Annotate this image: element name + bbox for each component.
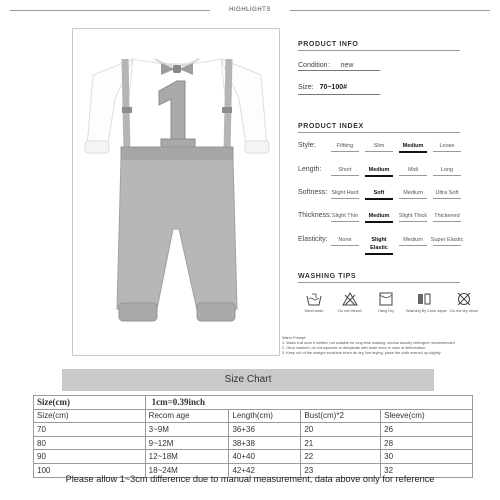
index-option: Long: [430, 166, 464, 176]
table-row: [34, 450, 473, 464]
warm-prompt-title: Warm Prompt:: [282, 336, 307, 340]
index-option-selected: Medium: [362, 212, 396, 223]
baby-outfit-image: [73, 29, 281, 357]
product-photo: [72, 28, 280, 356]
condition-underline: [298, 70, 380, 71]
table-cell: 30: [381, 450, 473, 464]
size-table: [33, 395, 473, 478]
table-title-row: [34, 396, 473, 410]
table-cell: 21: [301, 436, 381, 450]
warm-prompt: [282, 336, 492, 356]
index-option: Fiftting: [328, 142, 362, 152]
table-cell: 40+40: [229, 450, 301, 464]
index-row-length: [298, 166, 488, 178]
washing-icons: [296, 292, 486, 322]
table-title: Size(cm): [34, 396, 146, 410]
table-cell: 12~18M: [145, 450, 229, 464]
index-label: Length:: [298, 166, 322, 173]
product-info-rule: [298, 50, 460, 51]
size-value: 70~100#: [319, 84, 348, 91]
table-cell: 100: [34, 463, 146, 477]
index-row-style: [298, 142, 488, 154]
unit-note: 1cm=0.39inch: [145, 396, 472, 410]
wash-item: [368, 292, 404, 313]
no-dry-clean-icon: [456, 292, 472, 306]
table-cell: 26: [381, 423, 473, 437]
index-label: Style:: [298, 142, 316, 149]
table-cell: 90: [34, 450, 146, 464]
table-row: [34, 436, 473, 450]
warm-prompt-line: 1. Wash it at once if wetted, not suitable for long time soaking, neutral laundry detergent recommended: [282, 341, 455, 345]
washing-tips-rule: [298, 282, 460, 283]
index-label: Elasticity:: [298, 236, 328, 243]
size-line: [298, 84, 347, 91]
highlights-title: HIGHLIGHTS: [210, 4, 290, 16]
index-label: Thickness:: [298, 212, 332, 219]
measurement-disclaimer: Please allow 1~3cm difference due to manual measurement, data above only for reference: [65, 474, 435, 484]
product-index-rule: [298, 132, 460, 133]
wash-item: [332, 292, 368, 313]
index-option: Thickened: [430, 212, 464, 222]
table-cell: 36+36: [229, 423, 301, 437]
product-info-heading: PRODUCT INFO: [298, 41, 359, 48]
table-header-row: [34, 409, 473, 423]
index-option: Short: [328, 166, 362, 176]
table-cell: 32: [381, 463, 473, 477]
table-cell: 38+38: [229, 436, 301, 450]
washing-tips-heading: WASHING TIPS: [298, 273, 357, 280]
index-option: Super Elastic: [430, 236, 464, 246]
condition-value: new: [340, 62, 354, 69]
column-header: Sleeve(cm): [381, 409, 473, 423]
index-option: Loose: [430, 142, 464, 152]
index-option: Slim: [362, 142, 396, 152]
wash-caption: Hang Dry: [377, 309, 395, 313]
warm-prompt-line: 3. Keep out of the straight sunshine when air dry, line drying, place the cloth evened up slightly: [282, 351, 441, 355]
table-cell: 18~24M: [145, 463, 229, 477]
table-cell: 22: [301, 450, 381, 464]
table-cell: 42+42: [229, 463, 301, 477]
wash-caption: Do not dry clean: [450, 309, 478, 313]
column-header: Bust(cm)*2: [301, 409, 381, 423]
table-row: [34, 423, 473, 437]
index-option: Slight Thick: [396, 212, 430, 222]
condition-line: [298, 60, 353, 70]
index-row-softness: [298, 189, 488, 201]
product-index-heading: PRODUCT INDEX: [298, 123, 364, 130]
column-header: Length(cm): [229, 409, 301, 423]
hand-wash-icon: [306, 292, 322, 306]
index-label: Softness:: [298, 189, 328, 196]
condition-label: Condition：: [298, 62, 335, 69]
index-option: Ultra Soft: [430, 189, 464, 199]
wash-caption: Hand wash: [304, 309, 324, 313]
table-cell: 28: [381, 436, 473, 450]
size-label: Size:: [298, 84, 314, 91]
index-option-selected: Medium: [396, 142, 430, 153]
wash-item: [296, 292, 332, 313]
index-option: Medium: [396, 189, 430, 199]
wash-item: [446, 292, 482, 313]
wash-item: [406, 292, 447, 313]
warm-prompt-line: 2. Once washed, do not squeeze or dehydrate with brute force in case of deformation: [282, 346, 426, 350]
index-row-thickness: [298, 212, 488, 224]
size-underline: [298, 94, 380, 95]
index-option-selected: Soft: [362, 189, 396, 200]
table-cell: 9~12M: [145, 436, 229, 450]
index-row-elasticity: [298, 236, 488, 251]
index-option: Slight Thin: [328, 212, 362, 222]
table-cell: 20: [301, 423, 381, 437]
table-cell: 23: [301, 463, 381, 477]
table-cell: 80: [34, 436, 146, 450]
index-option: Medium: [396, 236, 430, 246]
size-chart-title: Size Chart: [224, 374, 272, 385]
index-option: Slight Hard: [328, 189, 362, 199]
index-option: Midi: [396, 166, 430, 176]
size-chart-header: [62, 369, 434, 391]
wash-caption: Do not bleach: [338, 309, 362, 313]
no-bleach-icon: [342, 292, 358, 306]
index-option-selected: Medium: [362, 166, 396, 177]
column-header: Size(cm): [34, 409, 146, 423]
index-option: None: [328, 236, 362, 246]
index-option-selected: Slight Elastic: [362, 236, 396, 255]
wash-by-color-icon: [416, 292, 432, 306]
table-cell: 3~9M: [145, 423, 229, 437]
wash-caption: Washing By Color separ: [406, 309, 447, 313]
table-cell: 70: [34, 423, 146, 437]
column-header: Recom age: [145, 409, 229, 423]
hang-dry-icon: [378, 292, 394, 306]
